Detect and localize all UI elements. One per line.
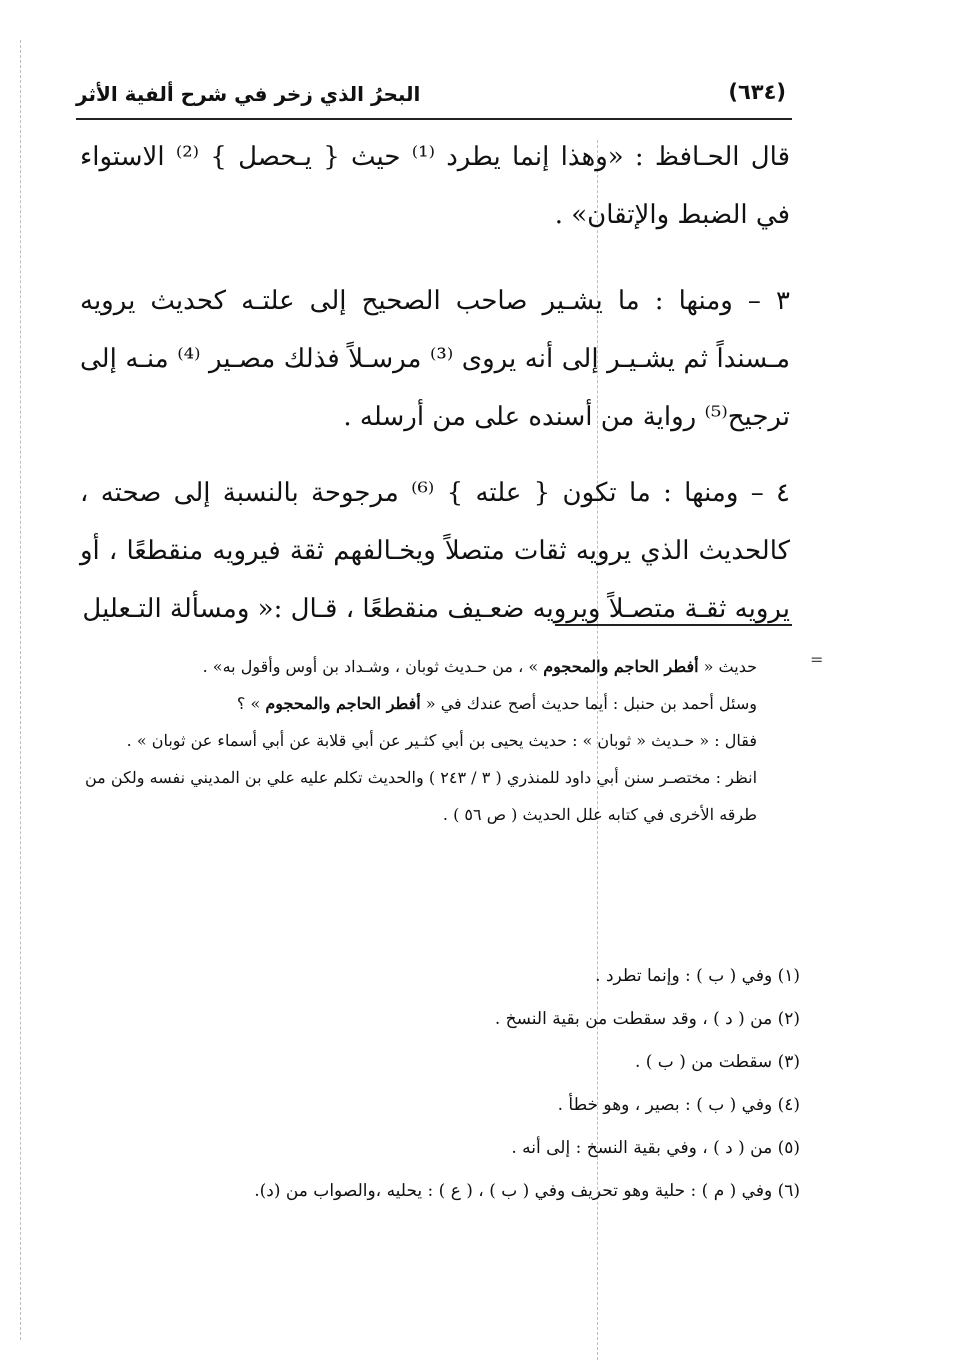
footnote-4: (٤) وفي ( ب ) : بصير ، وهو خطأ .: [557, 1095, 800, 1115]
page-header: [76, 74, 792, 120]
paragraph-1: قال الحـافظ : «وهذا إنما يطرد ⁽¹⁾ حيث { يـحصل } ⁽²⁾ الاستواء في الضبط والإتقان» .: [80, 142, 791, 230]
footnotes: [80, 955, 800, 1213]
footnote-continuation: [85, 648, 757, 833]
footnote-5: (٥) من ( د ) ، وفي بقية النسخ : إلى أنه .: [511, 1138, 800, 1158]
fc2-b: » ؟: [236, 694, 266, 713]
footnote-divider: [555, 624, 792, 626]
footnote-2: (٢) من ( د ) ، وقد سقطت من بقية النسخ .: [494, 1009, 800, 1029]
footnote-3: (٣) سقطت من ( ب ) .: [634, 1052, 800, 1072]
footnote-1: (١) وفي ( ب ) : وإنما تطرد .: [595, 966, 800, 986]
footnote-cont-para-2: [85, 685, 757, 722]
footnote-cont-para-3: فقال : « حـديث « ثوبان » : حديث يحيى بن أبي كثـير عن أبي قلابة عن أبي أسماء عن ثوبان » .: [126, 731, 757, 750]
continuation-mark: =: [810, 650, 824, 669]
fc1-a: حديث «: [698, 657, 757, 676]
fc2-a: وسئل أحمد بن حنبل : أيما حديث أصح عندك في «: [420, 694, 757, 713]
footnote-cont-para-1: [85, 648, 757, 685]
main-text: [80, 128, 790, 638]
fc1-b: » ، من حـديث ثوبان ، وشـداد بن أوس وأقول به» .: [202, 657, 544, 676]
paragraph-2: ٣ – ومنها : ما يشـير صاحب الصحيح إلى علتـه كحديث يرويه مـسنداً ثم يشـيـر إلى أنه يروى ⁽³⁾ مرسـلاً فذلك مصـير ⁽⁴⁾ منـه إلى ترجيح⁽⁵⁾ رواية من أسنده على من أرسله .: [80, 286, 791, 432]
scan-artifact-left: [20, 40, 21, 1340]
paragraph-3: ٤ – ومنها : ما تكون { علته } ⁽⁶⁾ مرجوحة بالنسبة إلى صحته ، كالحديث الذي يرويه ثقات متصلاً ويخـالفهم ثقة فيرويه منقطعًا ، أو يرويه ثقـة متصـلاً ويرويه ضعـيف منقطعًا ، قـال :« ومسألة التـعليل: [80, 478, 790, 624]
fc2-bold: أفطر الحاجم والمحجوم: [265, 694, 421, 713]
fc1-bold: أفطر الحاجم والمحجوم: [543, 657, 699, 676]
book-title: البحرُ الذي زخر في شرح ألفية الأثر: [76, 82, 421, 106]
page-number: (٦٣٤): [728, 80, 786, 104]
footnote-6: (٦) وفي ( م ) : حلية وهو تحريف وفي ( ب ) ، ( ع ) : يحليه ،والصواب من (د).: [254, 1181, 800, 1201]
footnote-cont-para-4: انظر : مختصـر سنن أبي داود للمنذري ( ٣ / ٢٤٣ ) والحديث تكلم عليه علي بن المديني نفسه ولكن من طرقه الأخرى في كتابه علل الحديث ( ص ٥٦ ) .: [85, 768, 758, 824]
